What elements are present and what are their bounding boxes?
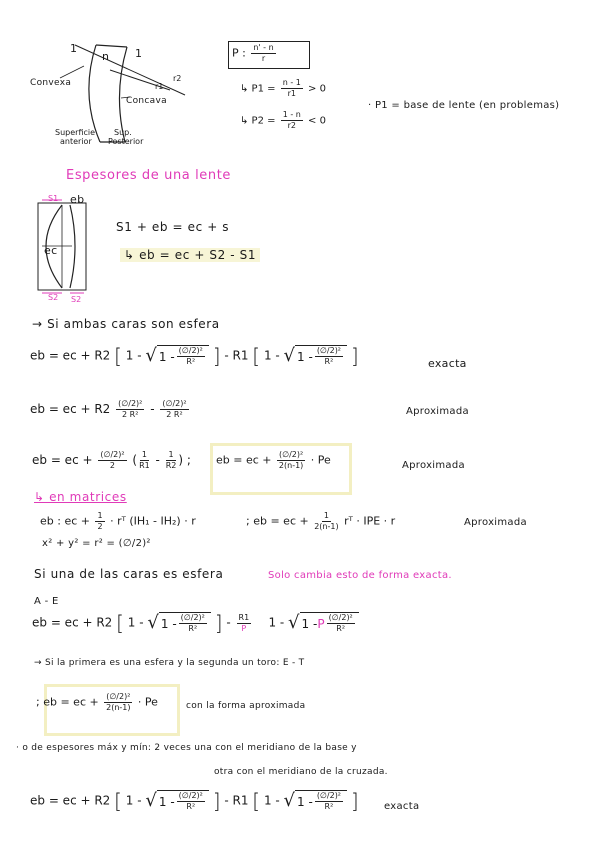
exact3-lhs: eb = ec + R2 bbox=[30, 793, 111, 808]
bracket-open: [ bbox=[114, 344, 122, 368]
exact2-den: R² bbox=[188, 624, 198, 633]
power-num: n' - n bbox=[253, 43, 274, 52]
exact-formula bbox=[30, 345, 359, 367]
approx2-lhs: eb = ec + bbox=[32, 453, 93, 467]
exact2-bracket-open: [ bbox=[116, 611, 124, 635]
approx2-formula: eb = ec + $\frac{\text{(∅/2)²}}{2}$ ( $\frac{1}{R1}$ - $\frac{1}{R2}$ ) ; bbox=[32, 450, 191, 470]
p2-num: 1 - n bbox=[282, 110, 301, 119]
exact2-minus: - bbox=[226, 615, 231, 630]
power-formula: P : $\frac{n' - n}{r}$ bbox=[232, 43, 274, 63]
meridian-note-1: · o de espesores máx y mín: 2 veces una con el meridiano de la base y bbox=[16, 743, 357, 753]
power-den: r bbox=[261, 54, 266, 63]
r1-label: r1 bbox=[155, 82, 164, 91]
exact2-frac2 bbox=[327, 613, 355, 634]
exact3-bracket-open: [ bbox=[114, 789, 122, 813]
exact3-one2: 1 - bbox=[263, 793, 280, 808]
exact2-p: P bbox=[241, 623, 247, 633]
approx3-tail: · Pe bbox=[137, 695, 158, 709]
exact2-num: (∅/2)² bbox=[180, 613, 205, 622]
concave-label: Concava bbox=[126, 96, 167, 106]
convex-label: Convexa bbox=[30, 78, 72, 88]
p1-prefix: ↳ P1 = bbox=[240, 83, 276, 95]
exact2-one: 1 - bbox=[127, 615, 144, 630]
exact-sqrt-2 bbox=[284, 345, 347, 367]
exact3-frac2 bbox=[315, 791, 343, 812]
sqrt-radicand-2: 1 - $\frac{\text{(∅/2)²}}{\text{R²}}$ bbox=[295, 345, 347, 367]
exact3-radicand: 1 - $\frac{\text{(∅/2)²}}{\text{R²}}$ bbox=[157, 790, 209, 812]
approx1-num2: (∅/2)² bbox=[162, 399, 187, 408]
p2-den: r2 bbox=[287, 121, 296, 130]
exact3-sqrt-symbol2: √ bbox=[283, 790, 296, 811]
approx1-den2: 2 R² bbox=[166, 410, 183, 419]
exact3-label: exacta bbox=[384, 801, 420, 812]
exact3-sqrt2 bbox=[284, 790, 347, 812]
exact2-radicand2: 1 - P $\frac{\text{(∅/2)²}}{\text{R²}}$ bbox=[300, 612, 359, 634]
exact3-frac bbox=[177, 791, 205, 812]
n-outside-right: 1 bbox=[135, 47, 143, 60]
approx2-b bbox=[166, 450, 177, 471]
exact3-den2: R² bbox=[324, 802, 334, 811]
both-spheres: → Si ambas caras son esfera bbox=[32, 317, 220, 331]
exact3-den: R² bbox=[186, 802, 196, 811]
exact-sqrt bbox=[145, 345, 208, 367]
sqrt-symbol: √ bbox=[145, 345, 157, 366]
exact3-num2: (∅/2)² bbox=[316, 791, 342, 800]
exact-label: exacta bbox=[428, 357, 467, 370]
one-sphere-note: Solo cambia esto de forma exacta. bbox=[268, 570, 452, 581]
p1-note: · P1 = base de lente (en problemas) bbox=[368, 100, 560, 111]
exact-den: R² bbox=[186, 357, 196, 366]
matrix-den: 2 bbox=[97, 522, 103, 531]
matrix-eq1b bbox=[246, 511, 395, 532]
approx2-frac bbox=[98, 450, 126, 471]
matrix-semicolon: ; bbox=[246, 514, 250, 528]
exact-one-2: 1 - bbox=[263, 348, 280, 363]
exact3-bracket-close-2: ] bbox=[350, 789, 359, 813]
bracket-close: ] bbox=[212, 344, 221, 368]
front-surface-2: anterior bbox=[60, 137, 92, 146]
ec-label: ec bbox=[44, 244, 58, 257]
exact2-one2: 1 - bbox=[268, 615, 285, 630]
p2-prefix: ↳ P2 = bbox=[240, 115, 276, 127]
p1-den: r1 bbox=[287, 89, 296, 98]
approx3-formula bbox=[36, 692, 158, 713]
matrix-den2: 2(n-1) bbox=[314, 522, 339, 531]
approx3-frac bbox=[104, 692, 132, 713]
ae-label: A - E bbox=[34, 596, 59, 607]
sqrt-radicand: 1 - $\frac{\text{(∅/2)²}}{\text{R²}}$ bbox=[157, 345, 209, 367]
approx2-boxed-lhs: eb = ec + bbox=[216, 453, 272, 467]
exact2-sqrt-symbol2: √ bbox=[288, 612, 300, 633]
exact2-r1: R1 bbox=[238, 612, 250, 622]
section-title: Espesores de una lente bbox=[66, 168, 232, 183]
p2-rel: < 0 bbox=[308, 115, 326, 127]
matrix-frac2 bbox=[314, 511, 338, 532]
approx3-lhs: eb = ec + bbox=[43, 695, 99, 709]
matrix-lhs2: eb = ec + bbox=[253, 514, 309, 528]
eq-s1: S1 + eb = ec + s bbox=[116, 220, 230, 234]
n-inside: n bbox=[102, 50, 110, 63]
approx1-formula bbox=[30, 399, 191, 420]
approx2-boxed-tail: · Pe bbox=[310, 453, 331, 467]
approx2-boxed-num: (∅/2)² bbox=[279, 450, 304, 459]
exact-frac-2 bbox=[315, 346, 343, 367]
approx2-boxed bbox=[216, 450, 331, 471]
exact2-sqrt bbox=[147, 612, 210, 634]
exact3-bracket-close: ] bbox=[212, 789, 221, 813]
exact2-p2: P bbox=[317, 616, 325, 631]
matrix-frac bbox=[95, 511, 104, 532]
meridian-note-2: otra con el meridiano de la cruzada. bbox=[214, 767, 388, 777]
eb-label: eb bbox=[70, 193, 85, 206]
approx2-boxed-frac bbox=[277, 450, 305, 471]
approx2-boxed-den: 2(n-1) bbox=[278, 461, 304, 470]
approx1-den1: 2 R² bbox=[122, 410, 139, 419]
approx1-frac2 bbox=[160, 399, 188, 420]
p1-rel: > 0 bbox=[308, 83, 326, 95]
approx2-a bbox=[139, 450, 150, 471]
power-p: P bbox=[232, 46, 239, 60]
back-surface-1: Sup. bbox=[114, 128, 132, 137]
exact2-r1p bbox=[237, 613, 252, 634]
one-sphere: Si una de las caras es esfera bbox=[34, 567, 224, 581]
exact3-num: (∅/2)² bbox=[178, 791, 203, 800]
eq-eb: ↳ eb = ec + S2 - S1 bbox=[120, 248, 260, 262]
matrix-lhs: eb : ec + bbox=[40, 514, 90, 528]
s2-label: S2 bbox=[48, 293, 59, 302]
matrix-tail: · rᵀ (IH₁ - IH₂) · r bbox=[110, 514, 196, 528]
approx1-num1: (∅/2)² bbox=[118, 399, 143, 408]
exact3-one: 1 - bbox=[125, 793, 142, 808]
approx2-num: (∅/2)² bbox=[100, 450, 125, 459]
exact2-radicand: 1 - $\frac{\text{(∅/2)²}}{\text{R²}}$ bbox=[159, 612, 211, 634]
approx3-den: 2(n-1) bbox=[106, 703, 131, 712]
r2-label: r2 bbox=[173, 74, 182, 83]
n-outside-left: 1 bbox=[70, 42, 78, 55]
exact2-frac bbox=[179, 613, 207, 634]
exact-lhs: eb = ec + R2 bbox=[30, 348, 111, 363]
approx2-b-den: R2 bbox=[165, 461, 177, 470]
bracket-close-2: ] bbox=[350, 344, 359, 368]
exact2-num2: (∅/2)² bbox=[328, 613, 353, 622]
exact-num-2: (∅/2)² bbox=[316, 346, 342, 355]
sqrt-symbol-2: √ bbox=[283, 345, 296, 366]
bracket-open-2: [ bbox=[252, 344, 261, 368]
approx2-b-num: 1 bbox=[168, 450, 174, 459]
sphere-toric: → Si la primera es una esfera y la segunda un toro: E - T bbox=[34, 658, 305, 668]
s2b-label: S2 bbox=[71, 295, 82, 304]
approx2-a-num: 1 bbox=[141, 450, 147, 459]
matrix-num: 1 bbox=[97, 511, 103, 520]
front-surface-1: Superficie bbox=[55, 128, 96, 137]
exact-minus-r1: - R1 bbox=[224, 348, 249, 363]
approx2-a-den: R1 bbox=[139, 461, 150, 470]
approx2-label: Aproximada bbox=[402, 460, 465, 471]
exact3-sqrt-symbol: √ bbox=[145, 790, 157, 811]
exact3-sqrt bbox=[145, 790, 208, 812]
exact2-sqrt2 bbox=[288, 612, 359, 634]
matrix-eq1 bbox=[40, 511, 196, 532]
s1-label: S1 bbox=[48, 194, 59, 203]
exact3-radicand2: 1 - $\frac{\text{(∅/2)²}}{\text{R²}}$ bbox=[295, 790, 347, 812]
back-surface-2: Posterior bbox=[108, 137, 144, 146]
approx2-semicolon: ; bbox=[186, 453, 191, 467]
exact2-sqrt-symbol: √ bbox=[147, 612, 159, 633]
approx3-note: con la forma aproximada bbox=[186, 701, 306, 711]
approx3-semicolon: ; bbox=[36, 695, 40, 709]
approx3-num: (∅/2)² bbox=[106, 692, 131, 701]
matrix-label: Aproximada bbox=[464, 517, 527, 528]
exact-num: (∅/2)² bbox=[178, 346, 203, 355]
approx1-minus: - bbox=[150, 402, 155, 416]
exact-den-2: R² bbox=[324, 357, 334, 366]
exact-frac bbox=[177, 346, 205, 367]
exact3-bracket-open-2: [ bbox=[252, 789, 261, 813]
matrix-eq2: x² + y² = r² = (∅/2)² bbox=[42, 538, 151, 549]
approx1-label: Aproximada bbox=[406, 406, 469, 417]
exact2-formula bbox=[32, 612, 359, 634]
exact2-den2: R² bbox=[336, 624, 346, 633]
approx1-frac1 bbox=[116, 399, 144, 420]
exact2-bracket-close: ] bbox=[214, 611, 223, 635]
approx1-lhs: eb = ec + R2 bbox=[30, 402, 111, 416]
exact3-minus-r1: - R1 bbox=[224, 793, 249, 808]
p1-num: n - 1 bbox=[282, 78, 301, 87]
approx2-den: 2 bbox=[109, 461, 116, 470]
exact3-formula bbox=[30, 790, 359, 812]
matrix-num2: 1 bbox=[323, 511, 329, 520]
exact-one: 1 - bbox=[125, 348, 142, 363]
matrix-tail2: rᵀ · IPE · r bbox=[344, 514, 396, 528]
exact2-lhs: eb = ec + R2 bbox=[32, 615, 113, 630]
matrices-title: ↳ en matrices bbox=[34, 490, 127, 504]
